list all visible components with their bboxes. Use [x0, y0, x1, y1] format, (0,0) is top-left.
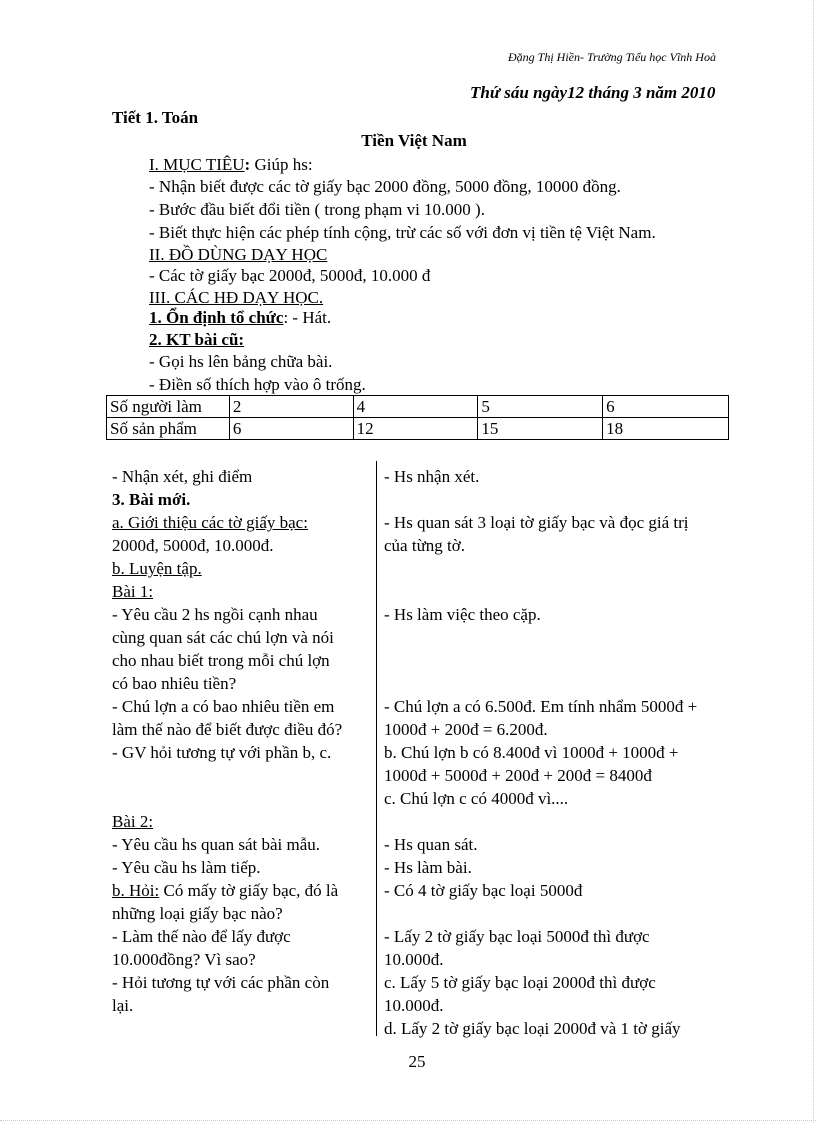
table-cell: 18 — [603, 418, 729, 440]
page-edge-right — [813, 0, 814, 1123]
student-line: - Chú lợn a có 6.500đ. Em tính nhẩm 5000đ + — [384, 697, 698, 716]
step2-item: - Điền số thích hợp vào ô trống. — [149, 375, 366, 394]
teacher-line: cho nhau biết trong mỗi chú lợn — [112, 651, 330, 670]
student-line: 1000đ + 5000đ + 200đ + 200đ = 8400đ — [384, 766, 652, 785]
exercise-heading: Bài 2: — [112, 812, 154, 831]
table-cell: 6 — [229, 418, 353, 440]
teacher-line: - Yêu cầu 2 hs ngồi cạnh nhau — [112, 605, 318, 624]
objective-item: - Biết thực hiện các phép tính cộng, trừ các số với đơn vị tiền tệ Việt Nam. — [149, 223, 656, 242]
step1-heading: 1. Ổn định tổ chức — [149, 308, 284, 327]
table-cell: 15 — [478, 418, 603, 440]
step2-item: - Gọi hs lên bảng chữa bài. — [149, 352, 333, 371]
header-author: Đặng Thị Hiền- Trường Tiểu học Vĩnh Hoà — [508, 50, 716, 64]
teacher-line: - Làm thế nào để lấy được — [112, 927, 291, 946]
teacher-line: - Nhận xét, ghi điểm — [112, 467, 253, 486]
teacher-line: - Yêu cầu hs làm tiếp. — [112, 858, 261, 877]
table-cell: 6 — [603, 396, 729, 418]
student-line: - Lấy 2 tờ giấy bạc loại 5000đ thì được — [384, 927, 650, 946]
student-line: - Hs nhận xét. — [384, 467, 480, 486]
teacher-line — [112, 879, 338, 902]
step1-line — [149, 306, 331, 329]
objectives-heading: I. MỤC TIÊU — [149, 155, 245, 174]
page-edge-bottom — [0, 1120, 816, 1121]
table-cell: 12 — [353, 418, 478, 440]
student-line: b. Chú lợn b có 8.400đ vì 1000đ + 1000đ + — [384, 743, 679, 762]
teacher-line: những loại giấy bạc nào? — [112, 904, 283, 923]
student-line: - Hs làm việc theo cặp. — [384, 605, 541, 624]
question-text: Có mấy tờ giấy bạc, đó là — [159, 881, 339, 900]
objectives-intro: Giúp hs: — [250, 155, 313, 174]
materials-item: - Các tờ giấy bạc 2000đ, 5000đ, 10.000 đ — [149, 266, 431, 285]
table-row — [107, 418, 729, 440]
activities-heading: III. CÁC HĐ DẠY HỌC. — [149, 288, 324, 307]
subsection-heading: b. Luyện tập. — [112, 559, 202, 578]
teacher-line: có bao nhiêu tiền? — [112, 674, 237, 693]
step1-text: : - Hát. — [283, 308, 332, 327]
student-line: - Hs quan sát. — [384, 835, 478, 854]
table-header-cell: Số sản phẩm — [107, 418, 230, 440]
table-row — [107, 396, 729, 418]
student-line: - Hs quan sát 3 loại tờ giấy bạc và đọc giá trị — [384, 513, 689, 532]
teacher-line: - GV hỏi tương tự với phần b, c. — [112, 743, 332, 762]
objective-item: - Bước đầu biết đổi tiền ( trong phạm vi 10.000 ). — [149, 200, 485, 219]
student-line: - Hs làm bài. — [384, 858, 472, 877]
column-divider — [376, 461, 377, 1036]
section-heading: 3. Bài mới. — [112, 490, 191, 509]
teacher-line: - Hỏi tương tự với các phần còn — [112, 973, 330, 992]
objective-item: - Nhận biết được các tờ giấy bạc 2000 đồng, 5000 đồng, 10000 đồng. — [149, 177, 621, 196]
subsection-heading: a. Giới thiệu các tờ giấy bạc: — [112, 513, 308, 532]
student-line: d. Lấy 2 tờ giấy bạc loại 2000đ và 1 tờ giấy — [384, 1019, 681, 1038]
products-table — [106, 395, 729, 440]
topic-title: Tiền Việt Nam — [361, 131, 467, 150]
table-cell: 4 — [353, 396, 478, 418]
student-line: 10.000đ. — [384, 996, 444, 1015]
page-number: 25 — [408, 1052, 426, 1071]
materials-heading: II. ĐỒ DÙNG DẠY HỌC — [149, 245, 328, 264]
table-header-cell: Số người làm — [107, 396, 230, 418]
student-line: 10.000đ. — [384, 950, 444, 969]
table-cell: 5 — [478, 396, 603, 418]
step2-heading: 2. KT bài cũ: — [149, 330, 245, 349]
exercise-heading: Bài 1: — [112, 582, 154, 601]
teacher-line: cùng quan sát các chú lợn và nói — [112, 628, 334, 647]
teacher-line: - Yêu cầu hs quan sát bài mẫu. — [112, 835, 321, 854]
teacher-line: 10.000đồng? Vì sao? — [112, 950, 256, 969]
header-date: Thứ sáu ngày12 tháng 3 năm 2010 — [470, 83, 716, 102]
objectives-colon: : — [244, 155, 251, 174]
table-cell: 2 — [229, 396, 353, 418]
teacher-line: làm thế nào để biết được điều đó? — [112, 720, 343, 739]
teacher-line: 2000đ, 5000đ, 10.000đ. — [112, 536, 274, 555]
lesson-title: Tiết 1. Toán — [112, 108, 199, 127]
question-label: b. Hỏi: — [112, 881, 160, 900]
student-line: c. Lấy 5 tờ giấy bạc loại 2000đ thì được — [384, 973, 656, 992]
student-line: - Có 4 tờ giấy bạc loại 5000đ — [384, 881, 583, 900]
student-line: 1000đ + 200đ = 6.200đ. — [384, 720, 548, 739]
teacher-line: - Chú lợn a có bao nhiêu tiền em — [112, 697, 335, 716]
objectives-heading-line — [149, 153, 313, 176]
student-line: c. Chú lợn c có 4000đ vì.... — [384, 789, 569, 808]
student-line: của từng tờ. — [384, 536, 465, 555]
teacher-line: lại. — [112, 996, 134, 1015]
